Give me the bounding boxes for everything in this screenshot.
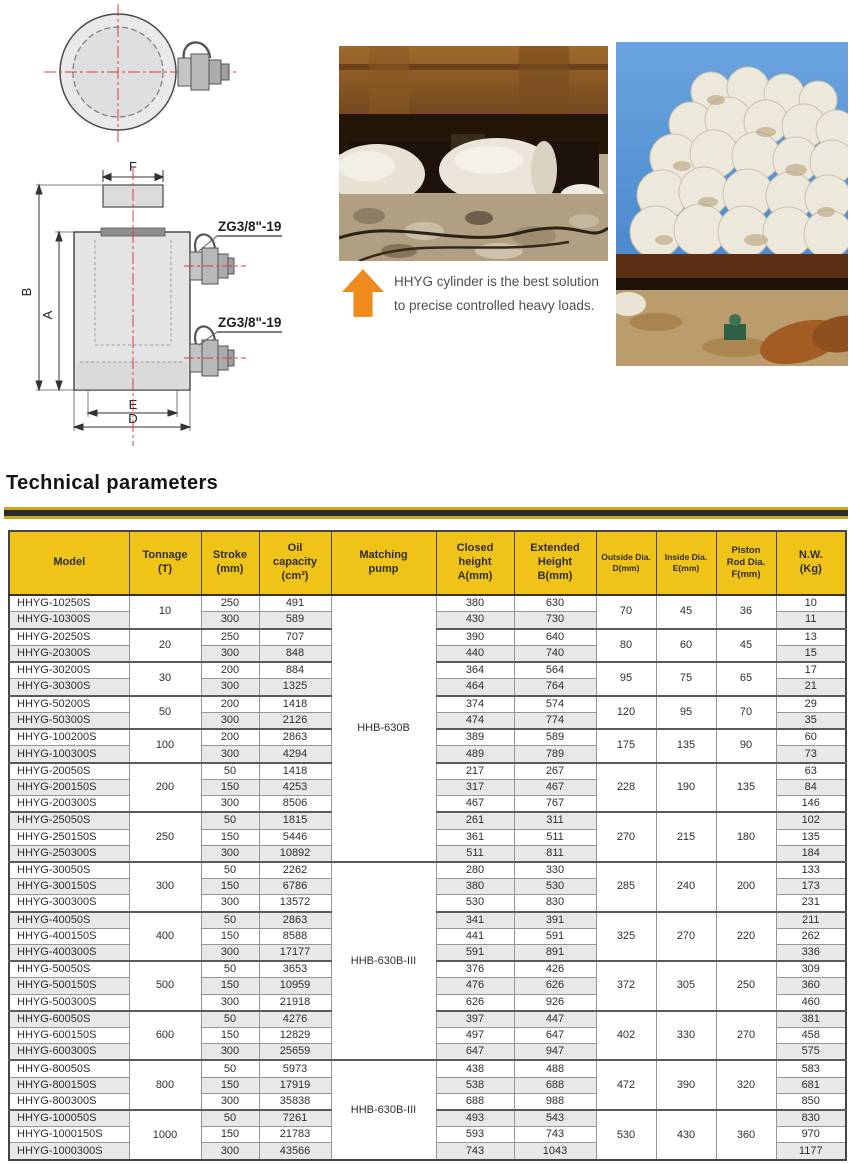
table-cell: 341 [436,912,514,929]
table-cell: 146 [776,796,846,813]
table-cell: 73 [776,746,846,763]
table-cell: 564 [514,662,596,679]
column-header-extended_height: Extended Height B(mm) [514,531,596,595]
table-cell: 681 [776,1077,846,1093]
table-cell: 988 [514,1093,596,1110]
table-cell: 17 [776,662,846,679]
table-cell: 21 [776,679,846,696]
model-cell: HHYG-50300S [9,712,129,729]
table-cell: 70 [716,696,776,730]
table-cell: 430 [656,1110,716,1160]
table-cell: 438 [436,1060,514,1077]
table-cell: 891 [514,944,596,961]
table-cell: 336 [776,944,846,961]
table-cell: 150 [201,829,259,845]
table-cell: 135 [716,763,776,813]
table-cell: 1325 [259,679,331,696]
params-table [8,530,847,1161]
table-cell: 4294 [259,746,331,763]
table-cell: 311 [514,812,596,829]
table-cell: 180 [716,812,776,862]
table-cell: 300 [201,845,259,862]
table-cell: 688 [514,1077,596,1093]
table-cell: 707 [259,629,331,646]
table-cell: 250 [129,812,201,862]
port-thread-label-1: ZG3/8"-19 [218,219,282,234]
dim-label-a: A [40,310,55,320]
table-cell: 402 [596,1011,656,1061]
table-cell: 1043 [514,1143,596,1160]
model-cell: HHYG-20300S [9,645,129,662]
table-cell: 95 [596,662,656,696]
model-cell: HHYG-1000300S [9,1143,129,1160]
table-cell: 458 [776,1028,846,1044]
table-cell: 391 [514,912,596,929]
section-divider [4,507,848,519]
params-table-head-row [9,531,846,595]
column-header-stroke: Stroke (mm) [201,531,259,595]
table-cell: 493 [436,1110,514,1127]
table-cell: 511 [436,845,514,862]
table-cell: 300 [201,1044,259,1061]
table-cell: 300 [201,746,259,763]
table-cell: 1418 [259,696,331,713]
table-cell: 25659 [259,1044,331,1061]
table-cell: 320 [716,1060,776,1110]
table-cell: 200 [201,729,259,746]
column-header-inside_dia: Inside Dia. E(mm) [656,531,716,595]
table-row [9,595,846,612]
table-cell: 217 [436,763,514,780]
table-cell: 543 [514,1110,596,1127]
table-cell: 60 [656,629,716,663]
model-cell: HHYG-10250S [9,595,129,612]
table-cell: 102 [776,812,846,829]
table-cell: 150 [201,928,259,944]
table-cell: 767 [514,796,596,813]
table-cell: 850 [776,1093,846,1110]
dim-label-f: F [129,159,137,174]
table-cell: 330 [656,1011,716,1061]
table-cell: 400 [129,912,201,962]
table-cell: 120 [596,696,656,730]
table-cell: 589 [514,729,596,746]
table-cell: 190 [656,763,716,813]
model-cell: HHYG-600300S [9,1044,129,1061]
table-cell: 538 [436,1077,514,1093]
table-cell: 45 [716,629,776,663]
table-cell: 360 [776,978,846,994]
column-header-oil_capacity: Oil capacity (cm³) [259,531,331,595]
table-cell: 440 [436,645,514,662]
table-cell: 150 [201,879,259,895]
side-port-fitting-1 [184,234,246,284]
photo-load-bags [616,42,848,366]
column-header-piston_rod_dia: Piston Rod Dia. F(mm) [716,531,776,595]
model-cell: HHYG-600150S [9,1028,129,1044]
table-cell: 1000 [129,1110,201,1160]
table-cell: 309 [776,961,846,978]
table-cell: 17177 [259,944,331,961]
table-cell: 50 [201,862,259,879]
table-cell: 497 [436,1028,514,1044]
table-cell: 231 [776,895,846,912]
table-cell: 830 [514,895,596,912]
table-cell: HHB-630B-III [331,1060,436,1160]
table-cell: 240 [656,862,716,912]
model-cell: HHYG-60050S [9,1011,129,1028]
table-cell: 150 [201,1077,259,1093]
table-cell: 211 [776,912,846,929]
table-cell: 150 [201,1127,259,1143]
model-cell: HHYG-300300S [9,895,129,912]
table-cell: 50 [201,961,259,978]
table-cell: 380 [436,879,514,895]
table-cell: 300 [201,1143,259,1160]
table-cell: 774 [514,712,596,729]
table-cell: 75 [656,662,716,696]
table-cell: 35838 [259,1093,331,1110]
table-cell: 426 [514,961,596,978]
model-cell: HHYG-40050S [9,912,129,929]
table-cell: 430 [436,612,514,629]
table-cell: 133 [776,862,846,879]
table-cell: 2863 [259,729,331,746]
table-cell: 50 [201,1060,259,1077]
table-cell: 740 [514,645,596,662]
table-cell: 135 [656,729,716,763]
table-cell: 926 [514,994,596,1011]
table-cell: 583 [776,1060,846,1077]
table-cell: 397 [436,1011,514,1028]
table-cell: 441 [436,928,514,944]
table-cell: 743 [436,1143,514,1160]
model-cell: HHYG-500150S [9,978,129,994]
model-cell: HHYG-200300S [9,796,129,813]
table-cell: 4253 [259,779,331,795]
table-cell: 2126 [259,712,331,729]
table-cell: 2863 [259,912,331,929]
table-cell: 200 [201,696,259,713]
table-cell: 1177 [776,1143,846,1160]
table-cell: 43566 [259,1143,331,1160]
table-cell: 200 [129,763,201,813]
table-cell: 300 [201,679,259,696]
table-cell: 7261 [259,1110,331,1127]
model-cell: HHYG-30050S [9,862,129,879]
table-cell: 100 [129,729,201,763]
params-table-wrap [8,530,845,1161]
table-cell: 150 [201,1028,259,1044]
table-cell: 15 [776,645,846,662]
table-cell: 8588 [259,928,331,944]
table-cell: 50 [201,1110,259,1127]
table-cell: 50 [201,912,259,929]
table-cell: 150 [201,779,259,795]
table-cell: 261 [436,812,514,829]
table-cell: 376 [436,961,514,978]
table-cell: 150 [201,978,259,994]
table-cell: 380 [436,595,514,612]
model-cell: HHYG-100050S [9,1110,129,1127]
hero-caption [394,270,644,318]
table-cell: 626 [436,994,514,1011]
table-cell: 575 [776,1044,846,1061]
table-cell: 300 [201,994,259,1011]
table-cell: 50 [201,763,259,780]
table-cell: 173 [776,879,846,895]
table-cell: 600 [129,1011,201,1061]
top-view-port-fitting [178,42,229,90]
table-cell: 447 [514,1011,596,1028]
model-cell: HHYG-30200S [9,662,129,679]
table-cell: 970 [776,1127,846,1143]
table-cell: 250 [201,629,259,646]
dim-a-line [56,232,62,390]
table-cell: 10959 [259,978,331,994]
model-cell: HHYG-500300S [9,994,129,1011]
params-table-body [9,595,846,1160]
table-cell: 626 [514,978,596,994]
table-cell: 250 [716,961,776,1011]
table-cell: HHB-630B [331,595,436,862]
model-cell: HHYG-80050S [9,1060,129,1077]
table-cell: 20 [129,629,201,663]
table-cell: 2262 [259,862,331,879]
model-cell: HHYG-20050S [9,763,129,780]
table-cell: 460 [776,994,846,1011]
table-cell: 65 [716,662,776,696]
dim-b-line [36,185,42,390]
table-cell: 10892 [259,845,331,862]
dim-label-d: D [128,411,138,426]
table-cell: 6786 [259,879,331,895]
model-cell: HHYG-50050S [9,961,129,978]
table-cell: 13 [776,629,846,646]
column-header-matching_pump: Matching pump [331,531,436,595]
table-cell: 474 [436,712,514,729]
table-cell: 330 [514,862,596,879]
table-cell: 300 [201,796,259,813]
table-cell: 325 [596,912,656,962]
table-cell: 688 [436,1093,514,1110]
table-cell: 830 [776,1110,846,1127]
table-cell: 476 [436,978,514,994]
table-cell: 11 [776,612,846,629]
table-cell: 60 [776,729,846,746]
model-cell: HHYG-250300S [9,845,129,862]
table-cell: 262 [776,928,846,944]
table-cell: 743 [514,1127,596,1143]
model-cell: HHYG-100300S [9,746,129,763]
model-cell: HHYG-20250S [9,629,129,646]
table-cell: 285 [596,862,656,912]
table-cell: HHB-630B-III [331,862,436,1061]
table-cell: 640 [514,629,596,646]
table-cell: 30 [129,662,201,696]
table-cell: 811 [514,845,596,862]
table-cell: 491 [259,595,331,612]
table-cell: 45 [656,595,716,629]
model-cell: HHYG-30300S [9,679,129,696]
table-cell: 270 [656,912,716,962]
table-cell: 270 [596,812,656,862]
table-cell: 29 [776,696,846,713]
model-cell: HHYG-100200S [9,729,129,746]
table-cell: 135 [776,829,846,845]
table-cell: 764 [514,679,596,696]
table-cell: 3653 [259,961,331,978]
table-cell: 467 [514,779,596,795]
table-cell: 267 [514,763,596,780]
table-cell: 200 [716,862,776,912]
table-cell: 647 [436,1044,514,1061]
table-cell: 17919 [259,1077,331,1093]
table-cell: 300 [201,1093,259,1110]
model-cell: HHYG-400300S [9,944,129,961]
table-cell: 300 [201,612,259,629]
table-cell: 574 [514,696,596,713]
table-cell: 50 [201,812,259,829]
table-cell: 364 [436,662,514,679]
table-cell: 21918 [259,994,331,1011]
table-cell: 80 [596,629,656,663]
table-cell: 884 [259,662,331,679]
table-cell: 70 [596,595,656,629]
table-cell: 361 [436,829,514,845]
table-cell: 317 [436,779,514,795]
table-cell: 1418 [259,763,331,780]
table-cell: 90 [716,729,776,763]
table-cell: 947 [514,1044,596,1061]
table-cell: 472 [596,1060,656,1110]
table-cell: 374 [436,696,514,713]
model-cell: HHYG-1000150S [9,1127,129,1143]
table-cell: 175 [596,729,656,763]
table-cell: 360 [716,1110,776,1160]
table-cell: 10 [776,595,846,612]
table-cell: 250 [201,595,259,612]
table-cell: 12829 [259,1028,331,1044]
table-cell: 800 [129,1060,201,1110]
table-cell: 50 [201,1011,259,1028]
table-cell: 300 [129,862,201,912]
model-cell: HHYG-300150S [9,879,129,895]
column-header-model: Model [9,531,129,595]
table-cell: 4276 [259,1011,331,1028]
table-cell: 530 [436,895,514,912]
table-cell: 63 [776,763,846,780]
table-cell: 200 [201,662,259,679]
model-cell: HHYG-25050S [9,812,129,829]
table-cell: 21783 [259,1127,331,1143]
table-cell: 228 [596,763,656,813]
table-cell: 215 [656,812,716,862]
column-header-net_weight: N.W. (Kg) [776,531,846,595]
model-cell: HHYG-50200S [9,696,129,713]
dim-label-e: E [128,397,138,412]
table-cell: 647 [514,1028,596,1044]
model-cell: HHYG-10300S [9,612,129,629]
table-cell: 630 [514,595,596,612]
table-cell: 591 [436,944,514,961]
column-header-outside_dia: Outside Dia. D(mm) [596,531,656,595]
table-cell: 372 [596,961,656,1011]
table-cell: 300 [201,895,259,912]
up-arrow-icon [342,268,384,318]
table-cell: 464 [436,679,514,696]
table-cell: 300 [201,712,259,729]
table-cell: 300 [201,944,259,961]
hero-caption-line2: to precise controlled heavy loads. [394,298,595,313]
column-header-tonnage: Tonnage (T) [129,531,201,595]
table-cell: 389 [436,729,514,746]
cylinder-technical-drawing [0,0,335,460]
section-title: Technical parameters [6,472,219,494]
table-cell: 270 [716,1011,776,1061]
dim-label-b: B [19,287,34,297]
table-cell: 1815 [259,812,331,829]
table-cell: 84 [776,779,846,795]
table-cell: 35 [776,712,846,729]
table-cell: 381 [776,1011,846,1028]
table-cell: 730 [514,612,596,629]
table-cell: 593 [436,1127,514,1143]
hero-caption-line1: HHYG cylinder is the best solution [394,274,599,289]
table-cell: 300 [201,645,259,662]
table-cell: 789 [514,746,596,763]
photo-jacking-site [339,46,608,261]
port-thread-label-2: ZG3/8"-19 [218,315,282,330]
table-cell: 220 [716,912,776,962]
model-cell: HHYG-800300S [9,1093,129,1110]
table-cell: 280 [436,862,514,879]
table-row [9,862,846,879]
model-cell: HHYG-800150S [9,1077,129,1093]
model-cell: HHYG-400150S [9,928,129,944]
column-header-closed_height: Closed height A(mm) [436,531,514,595]
table-cell: 5446 [259,829,331,845]
table-cell: 390 [656,1060,716,1110]
cylinder-base [76,362,189,390]
table-cell: 36 [716,595,776,629]
table-cell: 5973 [259,1060,331,1077]
table-cell: 500 [129,961,201,1011]
table-cell: 591 [514,928,596,944]
table-cell: 530 [596,1110,656,1160]
table-cell: 13572 [259,895,331,912]
table-cell: 848 [259,645,331,662]
table-cell: 589 [259,612,331,629]
table-cell: 488 [514,1060,596,1077]
table-row [9,1060,846,1077]
table-cell: 489 [436,746,514,763]
table-cell: 50 [129,696,201,730]
table-cell: 511 [514,829,596,845]
table-cell: 184 [776,845,846,862]
table-cell: 530 [514,879,596,895]
table-cell: 390 [436,629,514,646]
model-cell: HHYG-200150S [9,779,129,795]
table-cell: 8506 [259,796,331,813]
table-cell: 95 [656,696,716,730]
table-cell: 467 [436,796,514,813]
model-cell: HHYG-250150S [9,829,129,845]
table-cell: 305 [656,961,716,1011]
table-cell: 10 [129,595,201,629]
